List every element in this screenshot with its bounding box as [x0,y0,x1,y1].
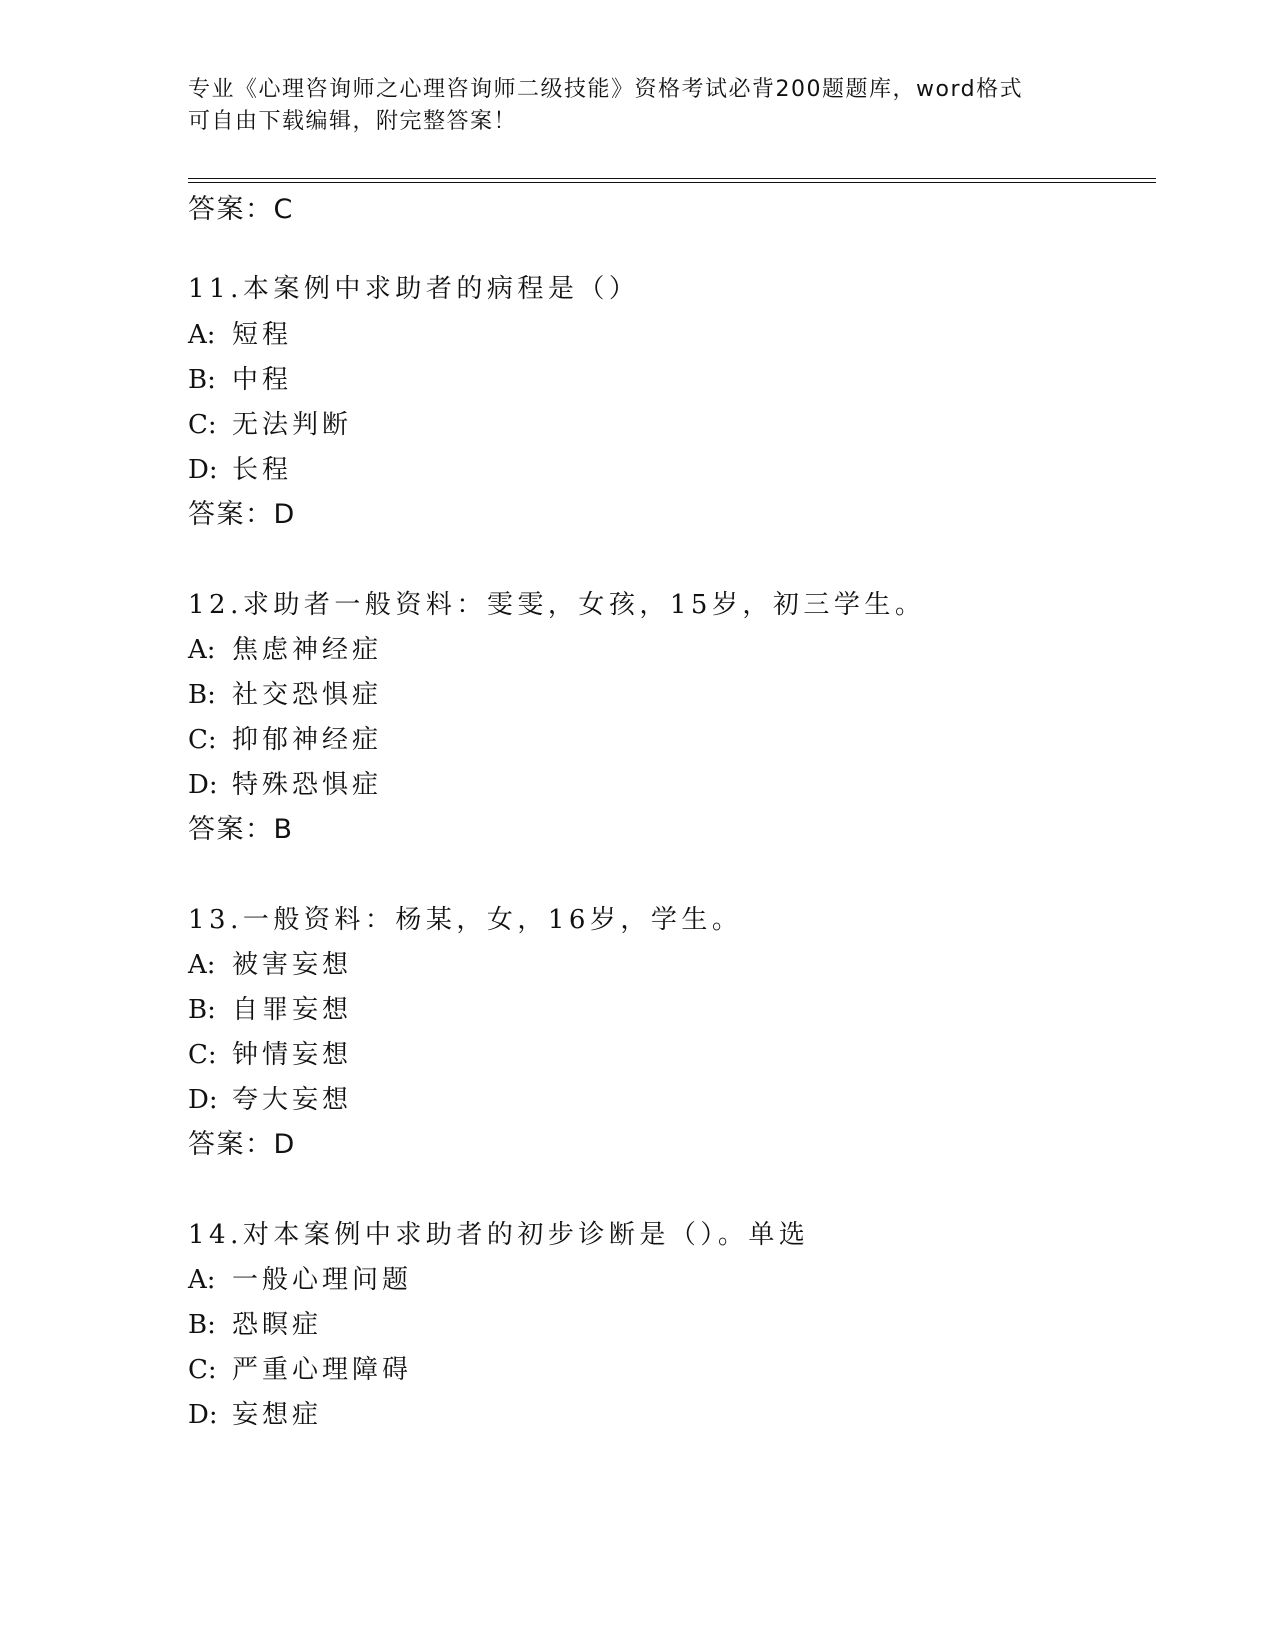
document-header-note [188,74,1068,138]
answer-line: 答案：C [188,194,294,225]
answer-line: 答案：D [188,499,296,530]
option-text: 被害妄想 [232,950,353,980]
option-text: 社交恐惧症 [232,680,383,710]
option-line [188,363,292,397]
option-letter: A: [188,1265,216,1295]
option-line [188,408,352,442]
option-text: 抑郁神经症 [232,725,383,755]
header-double-rule [188,178,1156,183]
option-text: 恐瞑症 [232,1310,323,1340]
question-stem: 14.对本案例中求助者的初步诊断是（）。单选 [188,1220,810,1250]
option-line [188,1353,412,1387]
option-letter: A: [188,320,216,350]
answer-line: 答案：B [188,814,294,845]
option-text: 短程 [232,320,293,350]
option-line [188,453,292,487]
option-text: 特殊恐惧症 [232,770,383,800]
option-text: 严重心理障碍 [232,1355,413,1385]
option-text: 焦虑神经症 [232,635,383,665]
option-line [188,993,352,1027]
option-letter: A: [188,635,216,665]
option-letter: D: [188,1085,218,1115]
option-letter: D: [188,455,218,485]
option-letter: A: [188,950,216,980]
header-line-1: 专业《心理咨询师之心理咨询师二级技能》资格考试必背200题题库，word格式 [188,77,1024,102]
option-text: 夸大妄想 [232,1085,353,1115]
question-stem: 12.求助者一般资料：雯雯，女孩，15岁，初三学生。 [188,590,926,620]
option-letter: B: [188,995,216,1025]
option-letter: C: [188,410,217,440]
option-text: 自罪妄想 [232,995,353,1025]
option-letter: C: [188,1040,217,1070]
option-letter: D: [188,770,218,800]
option-line [188,1398,322,1432]
option-line [188,768,382,802]
option-letter: C: [188,725,217,755]
option-text: 中程 [232,365,293,395]
option-letter: B: [188,1310,216,1340]
option-text: 长程 [232,455,293,485]
option-line [188,318,292,352]
option-letter: C: [188,1355,217,1385]
option-line [188,723,382,757]
option-letter: D: [188,1400,218,1430]
option-line [188,678,382,712]
option-line [188,1083,352,1117]
question-stem: 11.本案例中求助者的病程是（） [188,274,640,304]
option-line [188,948,352,982]
question-stem: 13.一般资料：杨某，女，16岁，学生。 [188,905,743,935]
option-line [188,1038,352,1072]
option-line [188,1308,322,1342]
option-text: 一般心理问题 [232,1265,413,1295]
option-letter: B: [188,680,216,710]
header-line-2: 可自由下载编辑，附完整答案！ [188,109,518,134]
option-text: 妄想症 [232,1400,323,1430]
option-text: 无法判断 [232,410,353,440]
option-line [188,633,382,667]
option-letter: B: [188,365,216,395]
option-line [188,1263,412,1297]
option-text: 钟情妄想 [232,1040,353,1070]
answer-line: 答案：D [188,1129,296,1160]
